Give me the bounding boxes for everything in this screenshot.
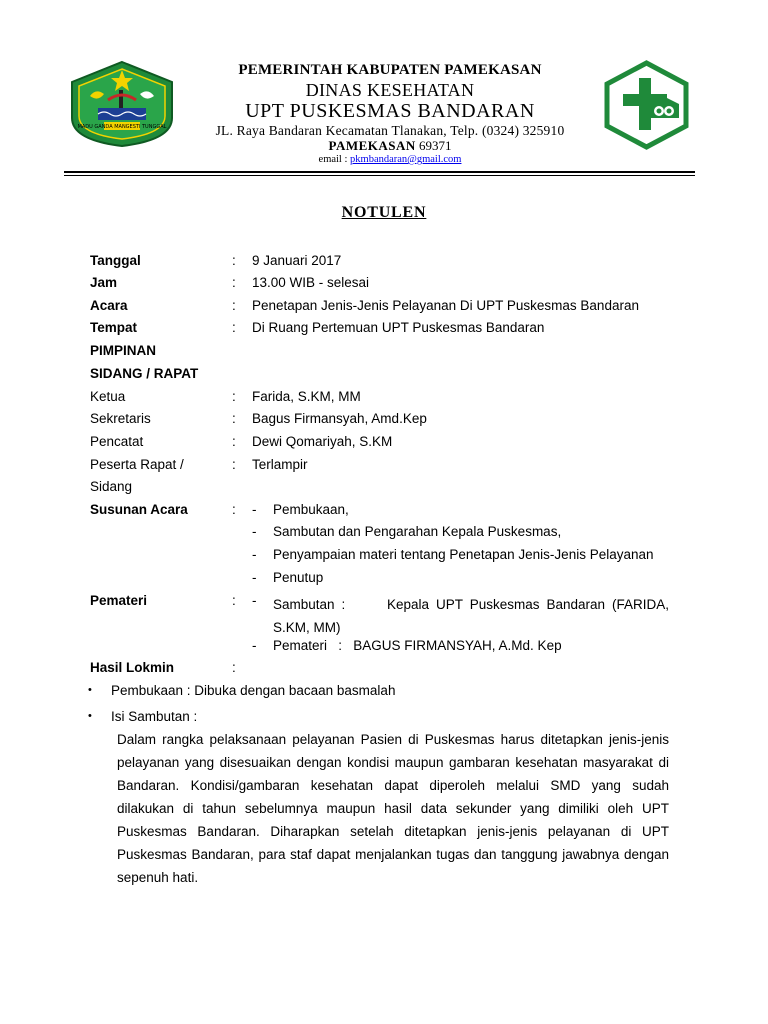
susunan-item: Penutup xyxy=(273,570,324,585)
pemateri-item-materi: Pemateri : BAGUS FIRMANSYAH, A.Md. Kep xyxy=(273,638,562,653)
header-institution: UPT PUSKESMAS BANDARAN xyxy=(245,100,535,122)
header-divider-thick xyxy=(64,171,695,173)
jam-label: Jam xyxy=(90,275,118,290)
acara-label: Acara xyxy=(90,298,128,313)
peserta-label-1: Peserta Rapat / xyxy=(90,457,184,472)
ketua-label: Ketua xyxy=(90,389,126,404)
pimpinan-label-1: PIMPINAN xyxy=(90,343,157,358)
sekretaris-value: Bagus Firmansyah, Amd.Kep xyxy=(252,411,427,426)
header-postcode: 69371 xyxy=(419,138,452,153)
puskesmas-logo xyxy=(603,60,690,150)
tanggal-label: Tanggal xyxy=(90,253,141,268)
header-city-line xyxy=(190,138,590,154)
ketua-value: Farida, S.KM, MM xyxy=(252,389,361,404)
bullet-icon: • xyxy=(88,710,92,722)
list-dash: - xyxy=(252,593,257,608)
header-city: PAMEKASAN xyxy=(328,138,416,153)
sekretaris-label: Sekretaris xyxy=(90,411,151,426)
peserta-value: Terlampir xyxy=(252,457,308,472)
colon: : xyxy=(232,411,236,426)
email-label: email : xyxy=(318,154,348,165)
hasil-label: Hasil Lokmin xyxy=(90,660,175,675)
peserta-label-2: Sidang xyxy=(90,479,133,494)
colon: : xyxy=(232,389,236,404)
colon: : xyxy=(232,660,236,675)
header-address: JL. Raya Bandaran Kecamatan Tlanakan, Telp. (0324) 325910 xyxy=(215,123,565,138)
document-title: NOTULEN xyxy=(341,204,427,221)
colon: : xyxy=(232,434,236,449)
colon: : xyxy=(232,457,236,472)
pencatat-value: Dewi Qomariyah, S.KM xyxy=(252,434,393,449)
colon: : xyxy=(232,298,236,313)
tempat-value: Di Ruang Pertemuan UPT Puskesmas Bandaran xyxy=(252,320,545,335)
pamekasan-emblem-logo xyxy=(68,60,176,148)
susunan-label: Susunan Acara xyxy=(90,502,188,517)
jam-value: 13.00 WIB - selesai xyxy=(252,275,370,290)
tanggal-value: 9 Januari 2017 xyxy=(252,253,342,268)
list-dash: - xyxy=(252,502,257,517)
colon: : xyxy=(232,502,236,517)
list-dash: - xyxy=(252,570,257,585)
colon: : xyxy=(232,253,236,268)
list-dash: - xyxy=(252,524,257,539)
hasil-bullet-sambutan: Isi Sambutan : xyxy=(111,709,198,724)
colon: : xyxy=(232,275,236,290)
list-dash: - xyxy=(252,638,257,653)
header-government: PEMERINTAH KABUPATEN PAMEKASAN xyxy=(238,62,542,78)
tempat-label: Tempat xyxy=(90,320,138,335)
header-department: DINAS KESEHATAN xyxy=(305,80,475,100)
susunan-item: Penyampaian materi tentang Penetapan Jenis-Jenis Pelayanan xyxy=(273,547,654,562)
bullet-icon: • xyxy=(88,684,92,696)
logo-motto-text: MADU GANDA MANGESTI TUNGGAL xyxy=(77,124,167,130)
pemateri-label: Pemateri xyxy=(90,593,148,608)
pemateri-item-sambutan: Sambutan : Kepala UPT Puskesmas Bandaran (FARIDA, S.KM, MM) xyxy=(273,597,669,635)
pimpinan-label-2: SIDANG / RAPAT xyxy=(90,366,199,381)
header-divider-thin xyxy=(64,175,695,176)
colon: : xyxy=(232,320,236,335)
pencatat-label: Pencatat xyxy=(90,434,144,449)
sambutan-paragraph: Dalam rangka pelaksanaan pelayanan Pasien di Puskesmas harus ditetapkan jenis-jenis pelayanan yang disesuaikan dengan kondisi maupun gambaran kesehatan masyarakat di Bandaran. Kondisi/gambaran kesehatan dapat diperoleh melalui SMD yang sudah dilakukan di tahun sebelumnya maupun hasil data sekunder yang dimiliki oleh UPT Puskesmas Bandaran. Diharapkan setelah ditetapkan jenis-jenis pelayanan di UPT Puskesmas Bandaran, para staf dapat menjalankan tugas dan tanggung jawabnya dengan sepenuh hati. xyxy=(117,732,669,885)
header-email-line xyxy=(190,154,590,165)
colon: : xyxy=(232,593,236,608)
list-dash: - xyxy=(252,547,257,562)
acara-value: Penetapan Jenis-Jenis Pelayanan Di UPT Puskesmas Bandaran xyxy=(252,298,639,313)
email-link[interactable]: pkmbandaran@gmail.com xyxy=(350,154,462,165)
hasil-bullet-pembukaan: Pembukaan : Dibuka dengan bacaan basmalah xyxy=(111,683,396,698)
susunan-item: Pembukaan, xyxy=(273,502,349,517)
susunan-item: Sambutan dan Pengarahan Kepala Puskesmas, xyxy=(273,524,562,539)
